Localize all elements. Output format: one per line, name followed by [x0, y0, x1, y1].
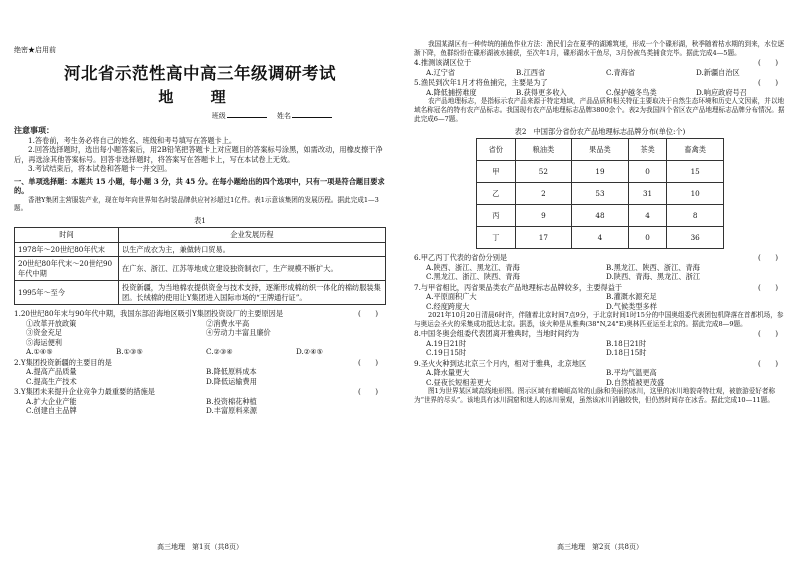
question-1 — [14, 309, 386, 319]
option-b[interactable]: B.18日21时 — [606, 338, 647, 348]
table-cell: 2 — [515, 183, 572, 205]
page-footer: 高三地理 第2页（共8页） — [557, 542, 643, 551]
table-row — [15, 281, 386, 305]
answer-bracket: ( ) — [758, 358, 778, 368]
answer-bracket: ( ) — [358, 357, 378, 367]
table-row — [15, 242, 386, 257]
passage: 我国某湖区有一种传统的捕鱼作业方法：渔民们会在夏季的湖滩筑埂，形成一个个碟形湖，秋季随着枯水期的到来，水位逐渐下降，鱼群纷纷在碟形湖被水捕获，至次年1月，碟形湖水干鱼尽，3月份被鸟类捕食完毕。据此完成4—5题。 — [414, 40, 785, 57]
question-6 — [414, 253, 786, 263]
option-b[interactable]: B.降低原料成本 — [206, 367, 257, 377]
option-a[interactable]: A.提高产品质量 — [26, 367, 77, 377]
table-header: 畜禽类 — [667, 139, 724, 161]
question-stem: 4.推测该湖区位于 — [414, 58, 472, 68]
option-list — [14, 347, 386, 357]
table-row — [15, 257, 386, 281]
note-item: 2.回答选择题时，选出每小题答案后，用2B铅笔把答题卡上对应题目的答案标号涂黑，如需改动，用橡皮擦干净后，再选涂其他答案标号。回答非选择题时，将答案写在答题卡上，写在本试卷上无效。 — [14, 145, 383, 164]
option-list — [14, 397, 386, 416]
option-d[interactable]: D.响应政府号召 — [696, 87, 747, 97]
statement-item: ②消费水平高 — [206, 318, 250, 328]
statement-item: ④劳动力丰富且廉价 — [206, 328, 271, 338]
passage: 农产品地理标志，是指标示农产品来源于特定地域，产品品质和相关特征主要取决于自然生态环境和历史人文因素，并以地域名称冠名的特有农产品标志。我国现有农产品地理标志品牌3800余个。表2为我国四个省区农产品地理标志品牌分布情况。据此完成6—7题。 — [414, 97, 785, 123]
table-header: 果品类 — [572, 139, 629, 161]
name-label: 姓名 — [277, 111, 291, 120]
option-list — [414, 68, 786, 78]
option-d[interactable]: D.自然植被更茂盛 — [606, 377, 665, 387]
table-caption: 表1 — [194, 215, 206, 225]
option-b[interactable]: B.①③⑤ — [116, 347, 143, 357]
table-header: 企业发展历程 — [119, 228, 386, 243]
table-cell: 丁 — [477, 227, 516, 249]
statement-list — [14, 319, 386, 348]
class-label: 班级 — [211, 111, 226, 120]
option-d[interactable]: D.新疆自治区 — [696, 67, 740, 77]
option-b[interactable]: B.平均气温更高 — [606, 368, 657, 378]
option-a[interactable]: A.降低捕捞难度 — [426, 87, 477, 97]
table-cell: 以生产成衣为主，兼做转口贸易。 — [119, 242, 386, 257]
table-cell: 36 — [667, 227, 724, 249]
exam-title: 河北省示范性高中高三年级调研考试 — [64, 64, 336, 84]
question-3 — [14, 387, 386, 397]
option-d[interactable]: D.②④⑤ — [296, 347, 324, 357]
statement-item: ①改革开放政策 — [26, 318, 77, 328]
answer-bracket: ( ) — [358, 387, 378, 397]
option-d[interactable]: D.降低运输费用 — [206, 376, 257, 386]
question-9 — [414, 359, 786, 369]
notes-title: 注意事项： — [14, 125, 54, 136]
table-cell: 15 — [667, 161, 724, 183]
table-cell: 17 — [515, 227, 572, 249]
option-b[interactable]: B.江西省 — [516, 67, 546, 77]
note-item: 3.考试结束后，将本试卷和答题卡一并交回。 — [28, 164, 172, 174]
question-2 — [14, 358, 386, 368]
question-stem: 1.20世纪80年末与90年代中期，我国东部沿海地区吸引Y集团投资设厂的主要原因是 — [14, 309, 284, 319]
question-8 — [414, 329, 786, 339]
option-c[interactable]: C.创建自主品牌 — [26, 406, 77, 416]
table-cell: 在广东、浙江、江苏等地成立建设独资制衣厂，生产规模不断扩大。 — [119, 257, 386, 281]
subject-title: 地 理 — [158, 88, 242, 106]
option-d[interactable]: D.陕西、青海、黑龙江、浙江 — [606, 272, 701, 282]
table-caption: 表2 中国部分省份农产品地理标志品牌分布(单位:个) — [514, 126, 686, 136]
page-footer: 高三地理 第1页（共8页） — [157, 542, 243, 551]
table-cell: 乙 — [477, 183, 516, 205]
option-c[interactable]: C.②③④ — [206, 347, 233, 357]
table-cell: 48 — [572, 205, 629, 227]
note-item: 1.答卷前，考生务必将自己的姓名、班级和考号填写在答题卡上。 — [28, 135, 237, 145]
option-c[interactable]: C.黑龙江、浙江、陕西、青海 — [426, 272, 520, 282]
question-7 — [414, 283, 786, 293]
section-title: 一、单项选择题：本题共 15 小题，每小题 3 分，共 45 分。在每小题给出的四个选项中，只有一项是符合题目要求的。 — [14, 176, 385, 196]
question-5 — [414, 78, 786, 88]
table-cell: 31 — [628, 183, 667, 205]
page-2 — [400, 0, 800, 566]
answer-bracket: ( ) — [758, 282, 778, 292]
option-d[interactable]: D.丰富原料来源 — [206, 406, 257, 416]
option-b[interactable]: B.获得更多收入 — [516, 87, 567, 97]
table-cell: 1995年～至今 — [15, 281, 119, 305]
table-cell: 53 — [572, 183, 629, 205]
question-stem: 9.圣火火种到达北京三个月内，相对于雅典，北京地区 — [414, 358, 587, 368]
table-cell: 0 — [628, 161, 667, 183]
question-stem: 7.与甲省相比，丙省果品类农产品地理标志品牌较多，主要得益于 — [414, 282, 623, 292]
option-d[interactable]: D.18日15时 — [606, 348, 647, 358]
table-header: 省份 — [477, 139, 516, 161]
table-row — [477, 227, 724, 249]
table-cell: 投资新疆，为当地棉农提供资金与技术支持，逐渐形成棉纺织一体化的棉纺服装集团。长绒棉的使用让Y集团进入国际市场的“王牌通行证”。 — [119, 281, 386, 305]
answer-bracket: ( ) — [758, 253, 778, 263]
table-cell: 52 — [515, 161, 572, 183]
option-b[interactable]: B.黑龙江、陕西、浙江、青海 — [606, 262, 700, 272]
question-4 — [414, 58, 786, 68]
option-a[interactable]: A.降水量更大 — [426, 368, 470, 378]
option-c[interactable]: C.经度跨度大 — [426, 301, 470, 311]
statement-item: ③资金充足 — [26, 328, 62, 338]
option-c[interactable]: C.19日15时 — [426, 348, 467, 358]
passage: 2021年10月20日清晨6时许，伴随着北京时间7点9分，于北京时间1时15分的中国奥组委代表团包机降落在首都机场，参与奥运会圣火的采集成功抵达北京。据悉，该火种是从雅典(38°N,24°E)奥林匹亚运至北京的。据此完成8—9题。 — [414, 311, 784, 328]
table-header: 时间 — [15, 228, 119, 243]
option-b[interactable]: B.投资棉花种植 — [206, 396, 257, 406]
option-list — [414, 88, 786, 98]
table-1 — [14, 227, 386, 305]
passage: 图1为世界某区域高线地形图。图示区域有着崎岖高耸的山脉和美丽的冰川，这里的冰川地貌奇特壮观，被旅游爱好者称为“世界的尽头”。该地具有冰川洞窟和迷人的冰川景观，虽然该冰川消融较快，但仍然时间存在冰舌。据此完成10—11题。 — [414, 387, 776, 405]
option-b[interactable]: B.灌溉水源充足 — [606, 292, 657, 302]
statement-item: ⑤海运便利 — [26, 337, 62, 347]
table-row — [477, 183, 724, 205]
passage: 香港Y集团主营服装产业，现在每年向世界知名时装品牌供应衬衫超过1亿件。表1示意该集团的发展历程。据此完成1—3题。 — [14, 195, 379, 213]
option-c[interactable]: C.保护越冬鸟类 — [606, 87, 657, 97]
question-stem: 2.Y集团投资新疆的主要目的是 — [14, 357, 112, 367]
answer-bracket: ( ) — [758, 329, 778, 339]
table-cell: 0 — [628, 227, 667, 249]
question-stem: 6.甲乙丙丁代表的省份分别是 — [414, 253, 508, 263]
table-cell: 甲 — [477, 161, 516, 183]
answer-bracket: ( ) — [758, 58, 778, 68]
option-d[interactable]: D.气候类型多样 — [606, 301, 657, 311]
option-c[interactable]: C.提高生产技术 — [26, 376, 77, 386]
table-cell: 丙 — [477, 205, 516, 227]
option-a[interactable]: A.辽宁省 — [426, 67, 456, 77]
option-a[interactable]: A.平原面积广大 — [426, 292, 477, 302]
table-header: 茶类 — [628, 139, 667, 161]
question-stem: 3.Y集团未来提升企业竞争力最重要的措施是 — [14, 387, 155, 397]
option-list — [414, 339, 786, 358]
table-cell: 9 — [515, 205, 572, 227]
option-list — [14, 367, 386, 386]
table-cell: 4 — [572, 227, 629, 249]
option-a[interactable]: A.①④⑤ — [26, 347, 53, 357]
option-list — [414, 263, 786, 282]
answer-bracket: ( ) — [358, 309, 378, 319]
table-cell: 19 — [572, 161, 629, 183]
name-blank — [292, 117, 332, 118]
table-row — [477, 161, 724, 183]
option-a[interactable]: A.陕西、浙江、黑龙江、青海 — [426, 262, 520, 272]
table-header: 粮油类 — [515, 139, 572, 161]
table-cell: 20世纪80年代末～20世纪90年代中期 — [15, 257, 119, 281]
option-a[interactable]: A.扩大企业产能 — [26, 396, 77, 406]
table-cell: 8 — [667, 205, 724, 227]
option-a[interactable]: A.19日21时 — [426, 338, 467, 348]
confidential-mark: 绝密★启用前 — [14, 46, 56, 54]
table-cell: 1978年～20世纪80年代末 — [15, 242, 119, 257]
student-info-row — [14, 112, 386, 121]
option-list — [414, 292, 786, 311]
question-stem: 8.中国冬奥会组委代表团离开雅典时，当地时间约为 — [414, 329, 579, 339]
table-2 — [476, 138, 724, 249]
option-list — [414, 368, 786, 387]
option-c[interactable]: C.昼夜长短相差更大 — [426, 377, 492, 387]
table-cell: 10 — [667, 183, 724, 205]
question-stem: 5.渔民到次年1月才将鱼捕完，主要是为了 — [414, 78, 548, 88]
table-cell: 4 — [628, 205, 667, 227]
class-blank — [227, 117, 267, 118]
table-row — [477, 205, 724, 227]
option-c[interactable]: C.青海省 — [606, 67, 636, 77]
answer-bracket: ( ) — [758, 78, 778, 88]
